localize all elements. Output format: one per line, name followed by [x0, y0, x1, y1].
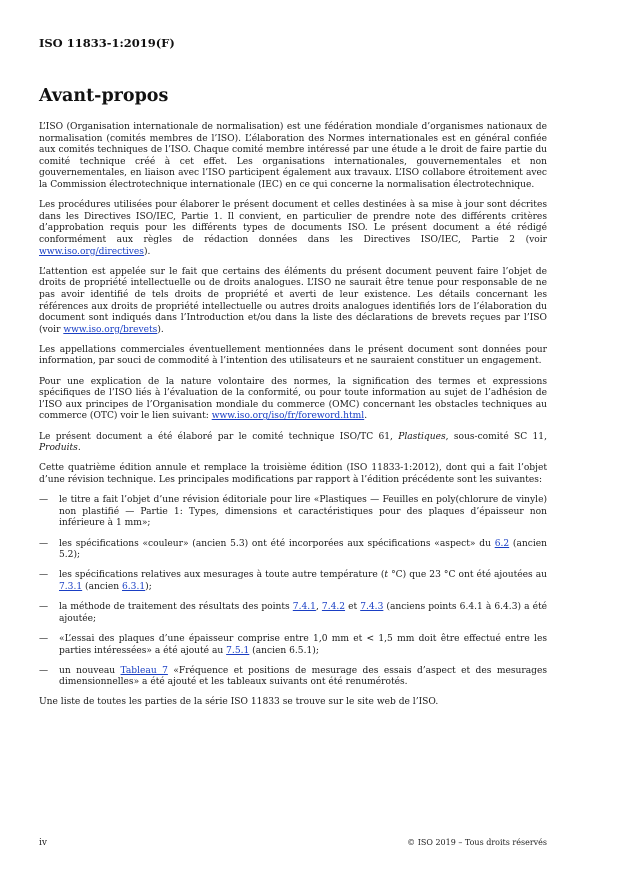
link-patents[interactable]: www.iso.org/brevets [63, 324, 158, 335]
list-item-text: ); [145, 581, 152, 592]
list-item-text: , [315, 602, 322, 613]
list-item [39, 495, 547, 530]
paragraph-text: Les procédures utilisées pour élaborer le présent document et celles destinées à sa mise à jour sont décrites dans les Directives ISO/IEC, Partie 1. Il convient, en particulier de prendre note des différents critères d’approbation requis pour les différents types de documents ISO. Le présent document a été rédigé conformément aux règles de rédaction données dans les Directives ISO/IEC, Partie 2 (voir [39, 200, 547, 245]
paragraph-text: L’attention est appelée sur le fait que certains des éléments du présent document peuvent faire l’objet de droits de propriété intellectuelle ou de droits analogues. L’ISO ne saurait être tenue pour responsable de ne pas avoir identifié de tels droits de propriété et averti de leur existence. Les détails concernant les références aux droits de propriété intellectuelle ou autres droits analogues identifiés lors de l’élaboration du document sont indiqués dans l’Introduction et/ou dans la liste des déclarations de brevets reçues par l’ISO (voir [39, 266, 547, 335]
list-item-text: un nouveau [59, 665, 121, 676]
list-dash: — [39, 495, 49, 506]
paragraph-voluntary-nature [39, 377, 547, 423]
list-item-text: les spécifications relatives aux mesurages à toute autre température ( [59, 570, 385, 581]
list-item [39, 634, 547, 657]
temperature-symbol: t [384, 570, 389, 581]
paragraph-patents [39, 267, 547, 337]
list-item-text: les spécifications «couleur» (ancien 5.3) ont été incorporées aux spécifications «aspect» du [59, 538, 495, 549]
list-item-text: (ancien 5.2); [59, 538, 547, 561]
link-clause-6-3-1[interactable]: 6.3.1 [122, 581, 146, 592]
link-clause-6-2[interactable]: 6.2 [494, 538, 510, 549]
paragraph-committee [39, 432, 547, 455]
paragraph-series-list: Une liste de toutes les parties de la série ISO 11833 se trouve sur le site web de l’ISO. [39, 697, 439, 708]
paragraph-text: Le présent document a été élaboré par le comité technique ISO/TC 61, [39, 431, 399, 442]
list-dash: — [39, 633, 49, 644]
paragraph-procedures [39, 200, 547, 258]
paragraph-trade-names: Les appellations commerciales éventuellement mentionnées dans le présent document sont données pour information, par souci de commodité à l’intention des utilisateurs et ne sauraient constituer un engagement. [39, 344, 547, 367]
list-dash: — [39, 665, 49, 676]
page-number: iv [39, 838, 47, 848]
link-directives[interactable]: www.iso.org/directives [39, 246, 144, 257]
list-item-text: (ancien 6.5.1); [249, 645, 319, 656]
list-item-text: «Fréquence et positions de mesurage des essais d’aspect et des mesurages dimensionnelles» a été ajouté et les tableaux suivants ont été renumérotés. [59, 665, 547, 688]
list-item [39, 666, 547, 689]
list-item [39, 602, 547, 625]
list-dash: — [39, 602, 49, 613]
link-clause-7-4-2[interactable]: 7.4.2 [321, 602, 346, 613]
subcommittee-name: Produits [39, 443, 78, 454]
document-identifier: ISO 11833-1:2019(F) [39, 36, 175, 50]
section-title: Avant-propos [39, 86, 169, 106]
list-dash: — [39, 570, 49, 581]
paragraph-text: ). [157, 324, 164, 335]
paragraph-text: . [77, 443, 81, 454]
paragraph-text: Pour une explication de la nature volontaire des normes, la signification des termes et expressions spécifiques de l’ISO liés à l’évaluation de la conformité, ou pour toute information au sujet de l’adhésion de l’ISO aux principes de l’Organisation mondiale du commerce (OMC) concernant les obstacles techniques au commerce (OTC) voir le lien suivant: [39, 376, 547, 422]
paragraph-text: . [364, 411, 368, 422]
paragraph-iso-intro: L’ISO (Organisation internationale de normalisation) est une fédération mondiale d’organismes nationaux de normalisation (comités membres de l’ISO). L’élaboration des Normes internationales est en général confiée aux comités techniques de l’ISO. Chaque comité membre intéressé par une étude a le droit de faire partie du comité technique créé à cet effet. Les organisations internationales, gouvernementales et non gouvernementales, en liaison avec l’ISO participent également aux travaux. L’ISO collabore étroitement avec la Commission électrotechnique internationale (IEC) en ce qui concerne la normalisation électrotechnique. [39, 122, 547, 190]
list-item-text: le titre a fait l’objet d’une révision éditoriale pour lire «Plastiques — Feuilles en poly(chlorure de vinyle) non plastifié — Partie 1: Types, dimensions et caractéristiques pour des plaques d’épaisseur non inférieure à 1 mm»; [59, 495, 547, 529]
paragraph-text: ). [143, 246, 151, 257]
list-item-text: °C) que 23 °C ont été ajoutées au [388, 570, 548, 581]
list-item [39, 570, 547, 593]
link-clause-7-4-1[interactable]: 7.4.1 [292, 602, 316, 613]
list-item-text: (anciens points 6.4.1 à 6.4.3) a été ajoutée; [59, 602, 547, 624]
foreword-body [39, 122, 547, 718]
list-dash: — [39, 538, 49, 549]
committee-name: Plastiques [398, 431, 446, 442]
link-clause-7-4-3[interactable]: 7.4.3 [360, 602, 384, 613]
link-foreword[interactable]: www.iso.org/iso/fr/foreword.html [211, 411, 365, 422]
changes-list [39, 495, 547, 689]
link-table-7[interactable]: Tableau 7 [120, 665, 168, 676]
link-clause-7-5-1[interactable]: 7.5.1 [226, 645, 250, 656]
list-item-text: «L’essai des plaques d’une épaisseur comprise entre 1,0 mm et < 1,5 mm doit être effectué entre les parties intéressées» a été ajouté au [59, 633, 547, 656]
list-item-text: (ancien [82, 581, 122, 592]
copyright-notice: © ISO 2019 – Tous droits réservés [407, 838, 547, 847]
list-item-text: et [345, 602, 361, 613]
paragraph-edition: Cette quatrième édition annule et remplace la troisième édition (ISO 11833-1:2012), dont qui a fait l’objet d’une révision technique. Les principales modifications par rapport à l’édition précédente sont les suivantes: [39, 463, 547, 485]
link-clause-7-3-1[interactable]: 7.3.1 [59, 581, 83, 592]
list-item [39, 539, 547, 562]
list-item-text: la méthode de traitement des résultats des points [59, 602, 293, 613]
paragraph-text: , sous-comité SC 11, [445, 431, 547, 442]
